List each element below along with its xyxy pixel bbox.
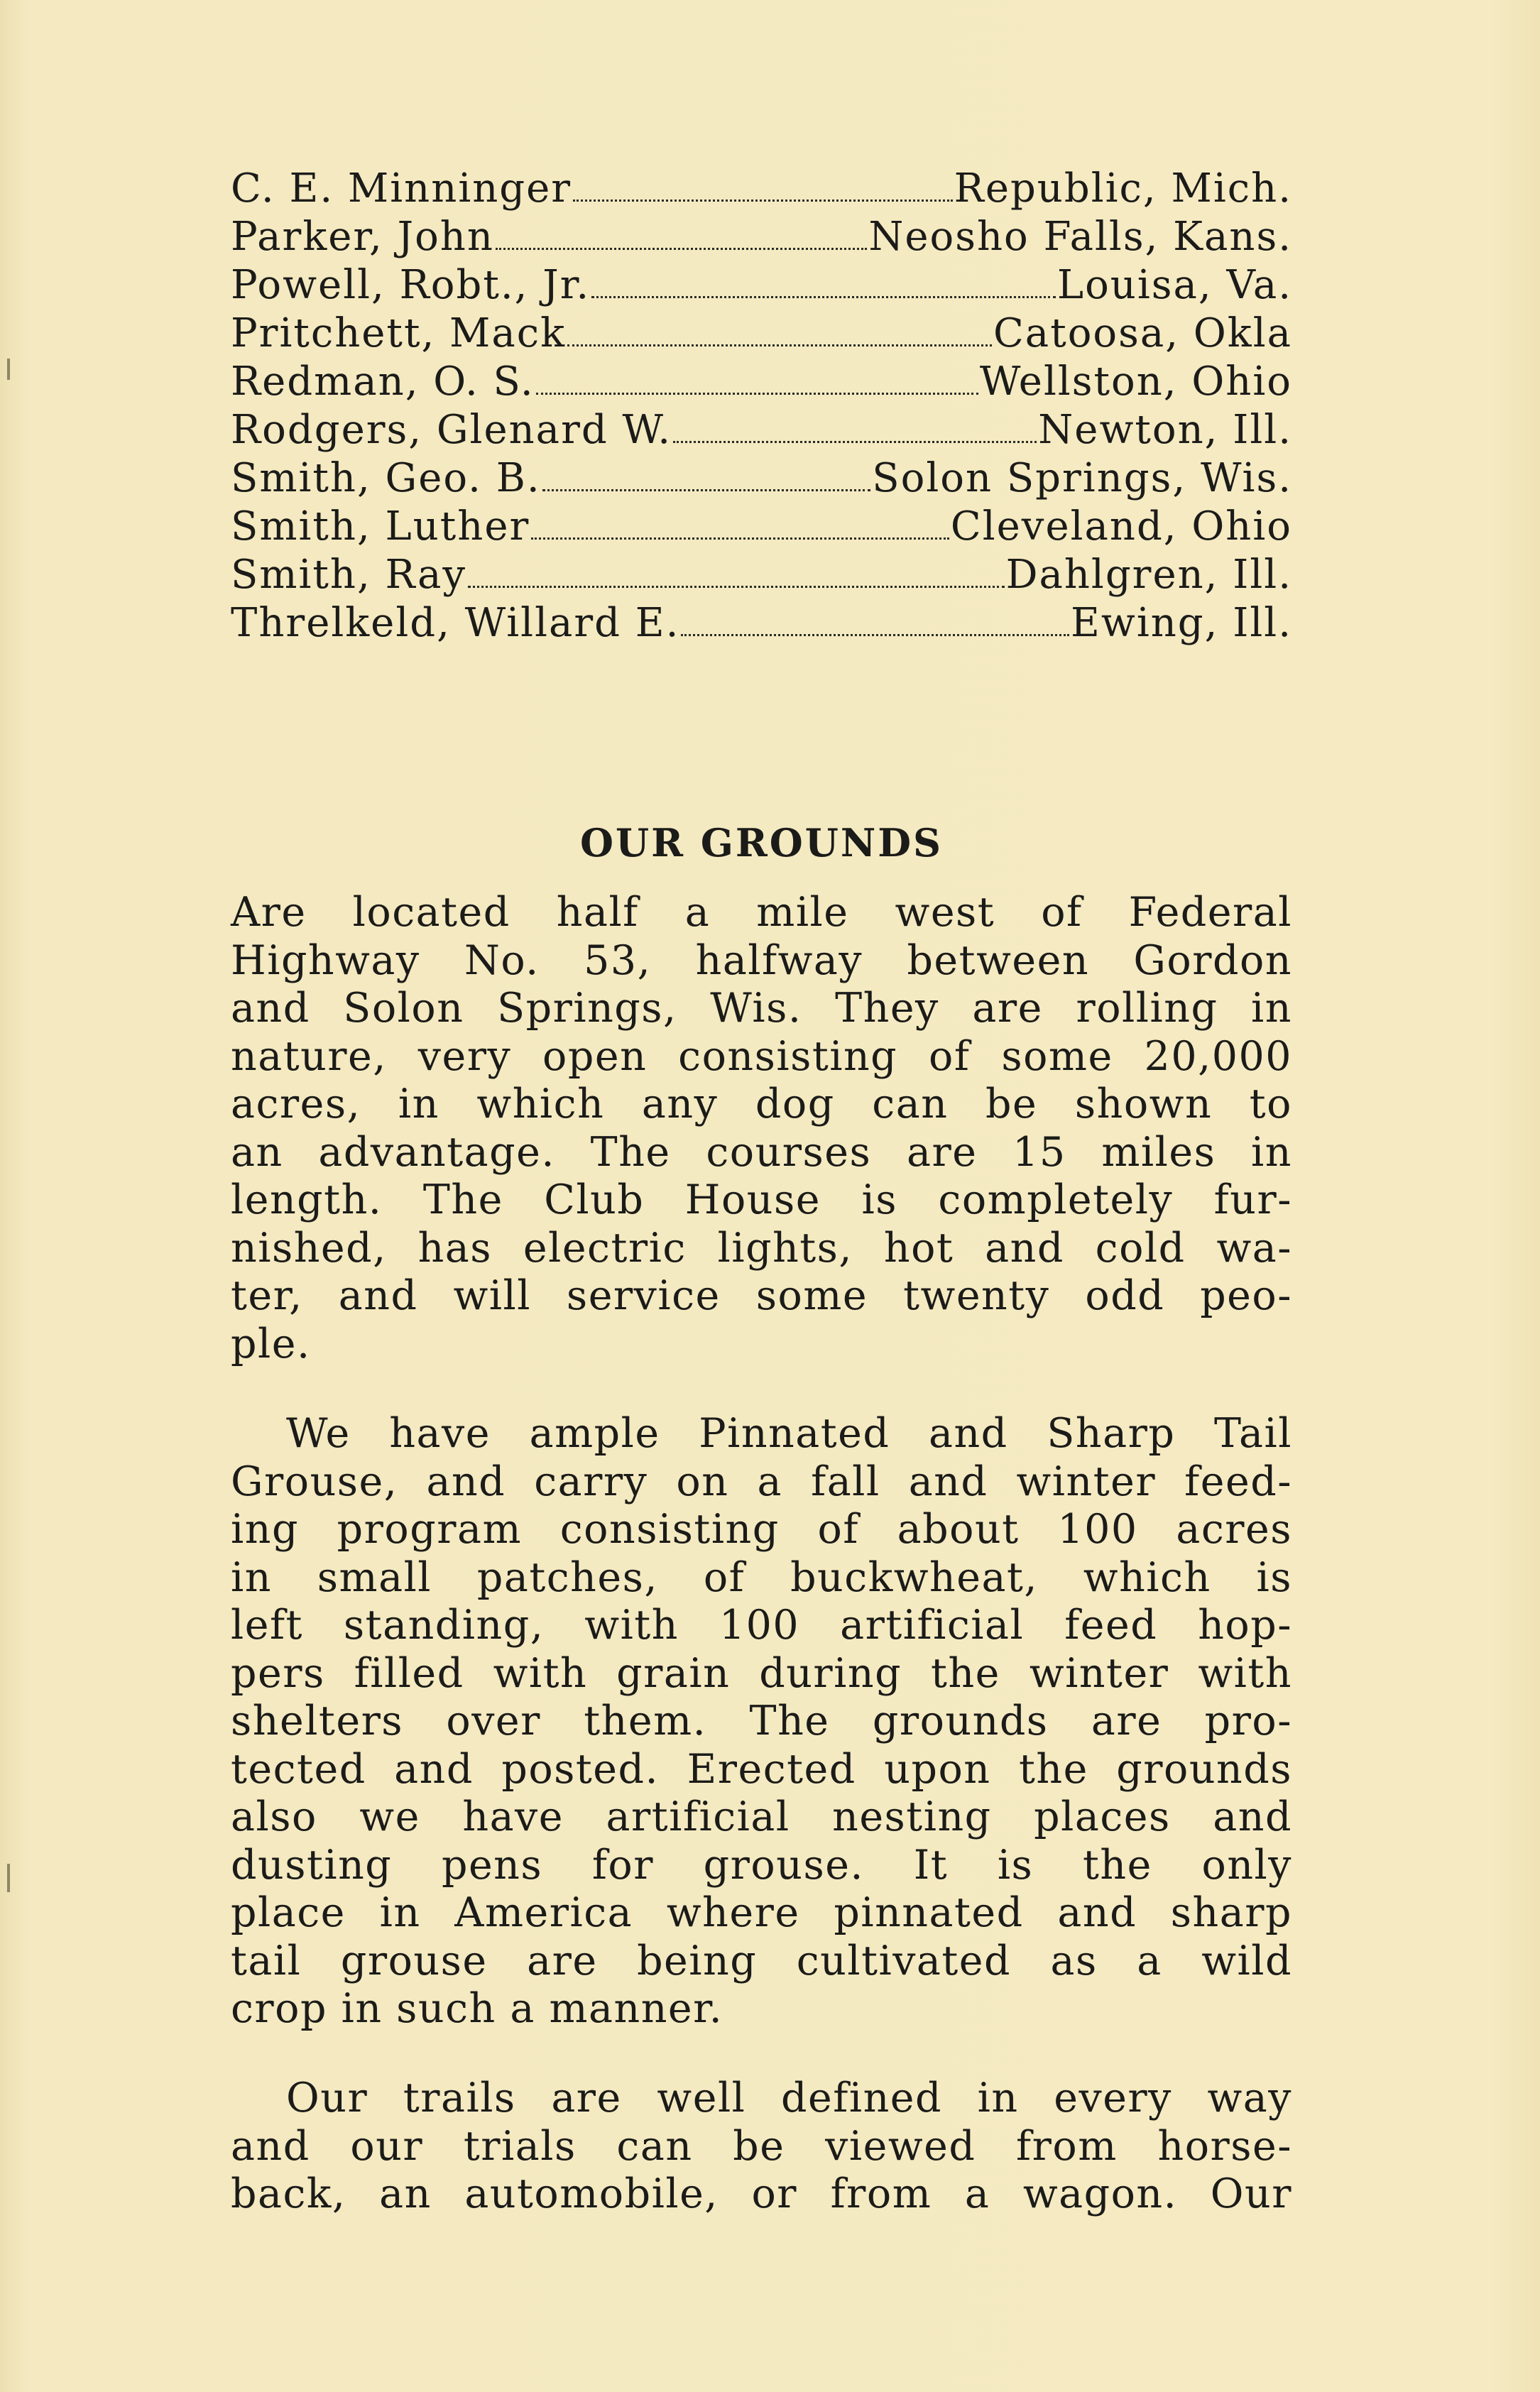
roster-entry xyxy=(231,551,1292,599)
roster-entry xyxy=(231,310,1292,358)
member-name: C. E. Minninger xyxy=(231,165,572,212)
text-line: pers filled with grain during the winter with xyxy=(231,1649,1292,1697)
text-line: dusting pens for grouse. It is the only xyxy=(231,1841,1292,1889)
dot-leader xyxy=(496,248,867,250)
grounds-paragraph-3 xyxy=(231,2075,1292,2219)
text-line: nature, very open consisting of some 20,000 xyxy=(231,1032,1292,1080)
member-name: Powell, Robt., Jr. xyxy=(231,262,591,308)
grounds-paragraph-1 xyxy=(231,889,1292,1368)
roster-entry xyxy=(231,358,1292,406)
text-line: an advantage. The courses are 15 miles in xyxy=(231,1128,1292,1176)
member-name: Pritchett, Mack xyxy=(231,310,567,356)
text-line: and Solon Springs, Wis. They are rolling in xyxy=(231,985,1292,1032)
text-line: ing program consisting of about 100 acres xyxy=(231,1506,1292,1553)
dot-leader xyxy=(567,344,992,346)
text-line: left standing, with 100 artificial feed hop- xyxy=(231,1602,1292,1649)
text-line: in small patches, of buckwheat, which is xyxy=(231,1553,1292,1601)
member-name: Rodgers, Glenard W. xyxy=(231,407,672,453)
member-name: Redman, O. S. xyxy=(231,359,535,405)
member-location: Catoosa, Okla xyxy=(993,310,1292,356)
text-line: tail grouse are being cultivated as a wild xyxy=(231,1937,1292,1984)
page-edge-mark xyxy=(7,1864,10,1892)
member-name: Smith, Ray xyxy=(231,552,467,598)
roster-entry xyxy=(231,261,1292,310)
member-name: Parker, John xyxy=(231,214,494,260)
member-location: Neosho Falls, Kans. xyxy=(868,214,1292,260)
member-location: Wellston, Ohio xyxy=(979,359,1292,405)
text-line: ple. xyxy=(231,1320,311,1367)
text-line: length. The Club House is completely fur- xyxy=(231,1176,1292,1223)
member-location: Dahlgren, Ill. xyxy=(1005,552,1292,598)
text-line: Our trails are well defined in every way xyxy=(286,2075,1292,2121)
roster-entry xyxy=(231,503,1292,551)
text-line: Grouse, and carry on a fall and winter feed- xyxy=(231,1458,1292,1505)
member-location: Cleveland, Ohio xyxy=(950,503,1292,550)
roster-entry xyxy=(231,454,1292,503)
text-line: tected and posted. Erected upon the grounds xyxy=(231,1745,1292,1793)
text-line: ter, and will service some twenty odd peo- xyxy=(231,1272,1292,1319)
text-line: We have ample Pinnated and Sharp Tail xyxy=(286,1410,1292,1457)
roster-entry xyxy=(231,406,1292,454)
text-line: back, an automobile, or from a wagon. Our xyxy=(231,2170,1292,2217)
roster-entry xyxy=(231,213,1292,261)
roster-entry xyxy=(231,599,1292,648)
member-name: Smith, Luther xyxy=(231,503,530,550)
dot-leader xyxy=(531,537,949,540)
text-line: place in America where pinnated and sharp xyxy=(231,1889,1292,1936)
grounds-paragraph-2 xyxy=(231,1410,1292,2033)
member-location: Republic, Mich. xyxy=(954,165,1292,212)
text-line: crop in such a manner. xyxy=(231,1985,723,2032)
text-line: nished, has electric lights, hot and cold wa- xyxy=(231,1224,1292,1272)
dot-leader xyxy=(673,441,1037,443)
dot-leader xyxy=(542,489,871,491)
dot-leader xyxy=(468,586,1005,588)
member-location: Solon Springs, Wis. xyxy=(872,455,1292,501)
member-name: Threlkeld, Willard E. xyxy=(231,600,680,646)
dot-leader xyxy=(536,393,978,395)
roster-entry xyxy=(231,165,1292,213)
text-line: Highway No. 53, halfway between Gordon xyxy=(231,936,1292,984)
member-location: Ewing, Ill. xyxy=(1071,600,1292,646)
member-name: Smith, Geo. B. xyxy=(231,455,541,501)
dot-leader xyxy=(591,296,1056,298)
member-location: Newton, Ill. xyxy=(1038,407,1292,453)
member-location: Louisa, Va. xyxy=(1056,262,1292,308)
text-line: shelters over them. The grounds are pro- xyxy=(231,1698,1292,1744)
text-line: and our trials can be viewed from horse- xyxy=(231,2122,1292,2170)
text-line: Are located half a mile west of Federal xyxy=(231,889,1292,936)
text-line: also we have artificial nesting places and xyxy=(231,1793,1292,1840)
section-heading: OUR GROUNDS xyxy=(579,820,944,865)
member-roster xyxy=(231,165,1292,648)
dot-leader xyxy=(573,200,953,202)
page-edge-mark xyxy=(7,359,10,380)
dot-leader xyxy=(681,634,1069,636)
text-line: acres, in which any dog can be shown to xyxy=(231,1081,1292,1127)
